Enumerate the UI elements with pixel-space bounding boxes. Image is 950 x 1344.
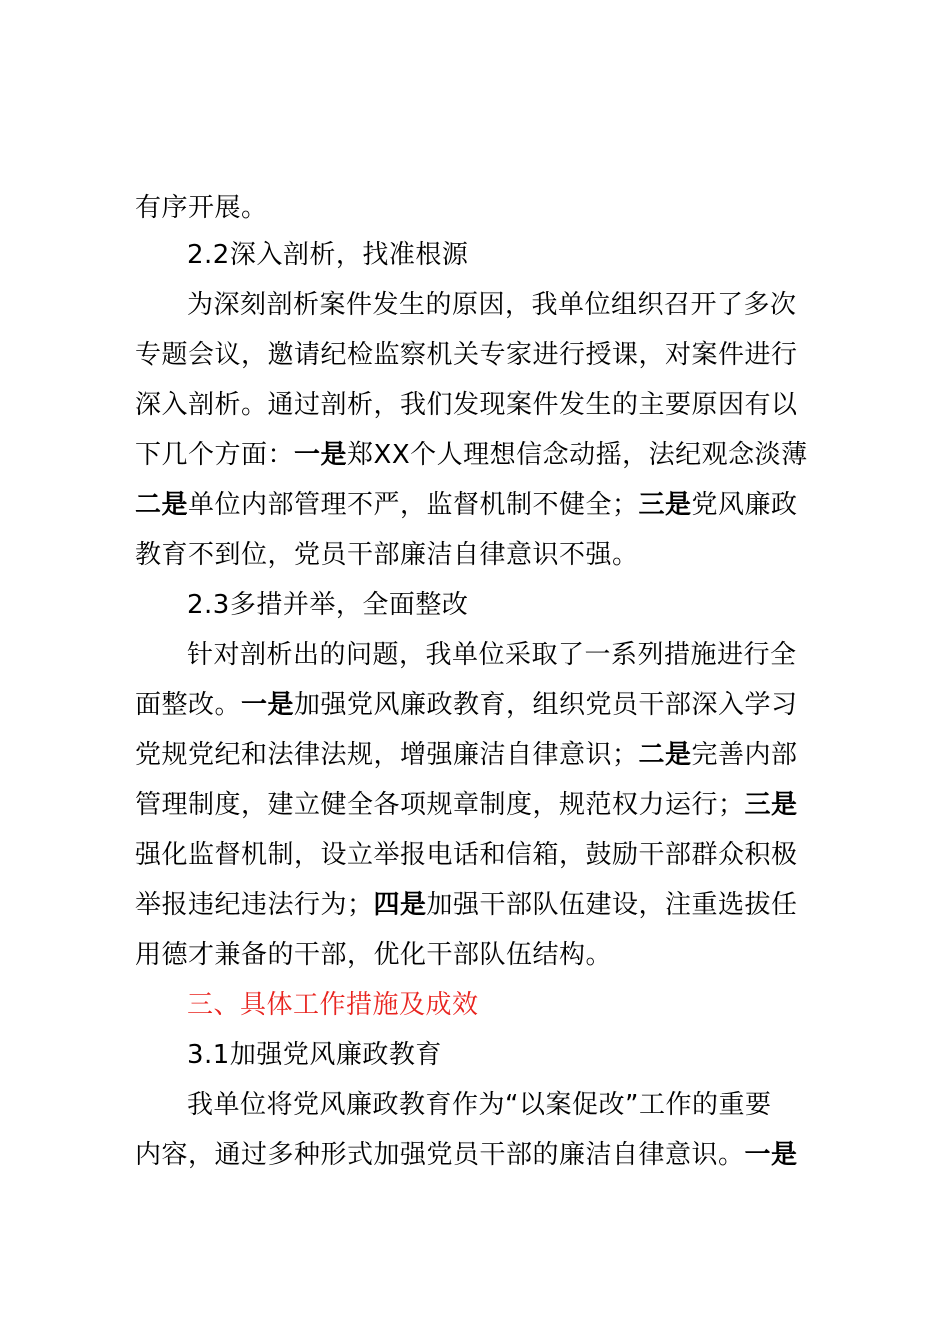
text-run: 加强干部队伍建设，注重选拔任: [426, 890, 798, 920]
emphasis-text: 一是: [294, 440, 348, 470]
section-heading: [187, 587, 887, 623]
emphasis-text: 三是: [638, 490, 692, 520]
text-run: 教育不到位，党员干部廉洁自律意识不强。: [135, 540, 639, 570]
chapter-heading: [187, 987, 887, 1023]
text-run: 专题会议，邀请纪检监察机关专家进行授课，对案件进行: [135, 340, 798, 370]
paragraph-line: [135, 887, 835, 923]
text-run: 举报违纪违法行为；: [135, 890, 374, 920]
text-run: 针对剖析出的问题，我单位采取了一系列措施进行全: [187, 640, 797, 670]
paragraph-line: [135, 787, 835, 823]
emphasis-text: 二是: [135, 490, 189, 520]
text-run: 郑XX个人理想信念动摇，法纪观念淡薄: [347, 440, 808, 470]
text-run: 3.1加强党风廉政教育: [187, 1040, 442, 1070]
paragraph-line: [135, 337, 835, 373]
text-run: 用德才兼备的干部，优化干部队伍结构。: [135, 940, 613, 970]
text-run: 面整改。: [135, 690, 242, 720]
emphasis-text: 四是: [373, 890, 427, 920]
text-run: 为深刻剖析案件发生的原因，我单位组织召开了多次: [187, 290, 797, 320]
paragraph-line: [187, 287, 887, 323]
paragraph-line: [135, 737, 835, 773]
paragraph-line: [135, 387, 835, 423]
text-run: 强化监督机制，设立举报电话和信箱，鼓励干部群众积极: [135, 840, 798, 870]
paragraph-line: [135, 1137, 835, 1173]
text-run: 我单位将党风廉政教育作为“以案促改”工作的重要: [187, 1090, 772, 1120]
paragraph-line: [187, 1087, 887, 1123]
text-run: 管理制度，建立健全各项规章制度，规范权力运行；: [135, 790, 745, 820]
emphasis-text: 三是: [744, 790, 798, 820]
text-run: 内容，通过多种形式加强党员干部的廉洁自律意识。: [135, 1140, 745, 1170]
paragraph-line: [135, 937, 835, 973]
text-run: 有序开展。: [135, 193, 268, 223]
text-run: 单位内部管理不严，监督机制不健全；: [188, 490, 639, 520]
paragraph-line: [187, 637, 887, 673]
paragraph-line: [135, 437, 835, 473]
emphasis-text: 二是: [638, 740, 692, 770]
text-run: 党规党纪和法律法规，增强廉洁自律意识；: [135, 740, 639, 770]
paragraph-line: [135, 537, 835, 573]
text-run: 党风廉政: [691, 490, 798, 520]
text-run: 2.3多措并举，全面整改: [187, 590, 469, 620]
text-run: 加强党风廉政教育，组织党员干部深入学习: [294, 690, 798, 720]
paragraph-line: [135, 190, 835, 226]
section-heading: [187, 1037, 887, 1073]
section-heading: [187, 237, 887, 273]
emphasis-text: 一是: [241, 690, 295, 720]
text-run: 三、具体工作措施及成效: [187, 990, 479, 1020]
text-run: 下几个方面：: [135, 440, 295, 470]
paragraph-line: [135, 837, 835, 873]
paragraph-line: [135, 687, 835, 723]
text-run: 深入剖析。通过剖析，我们发现案件发生的主要原因有以: [135, 390, 798, 420]
emphasis-text: 一是: [744, 1140, 798, 1170]
text-run: 完善内部: [691, 740, 798, 770]
paragraph-line: [135, 487, 835, 523]
text-run: 2.2深入剖析，找准根源: [187, 240, 469, 270]
